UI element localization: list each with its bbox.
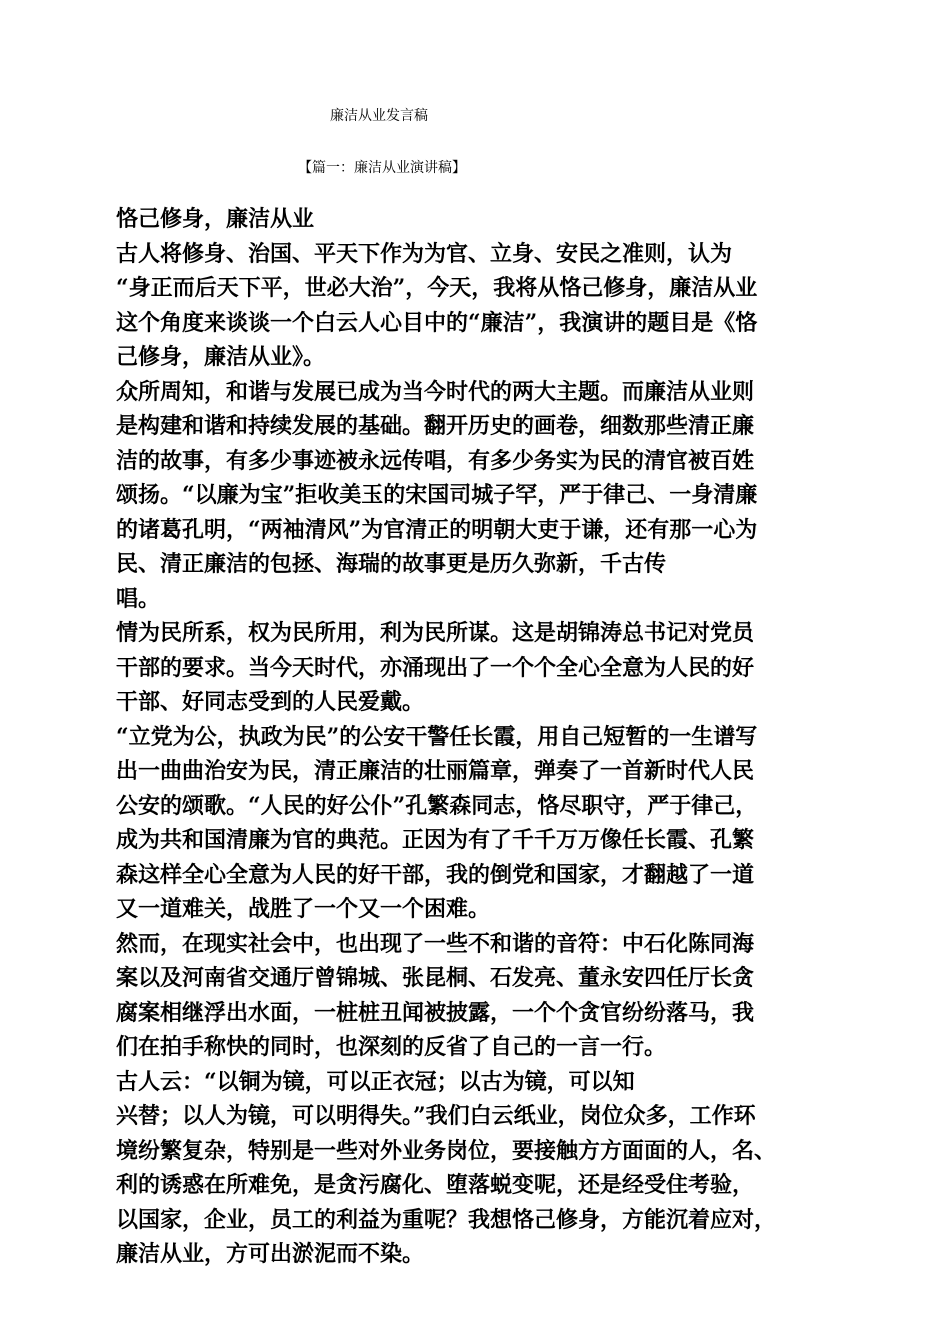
body-text-line: 廉洁从业，方可出淤泥而不染。: [116, 1241, 425, 1267]
body-text-line: 众所周知，和谐与发展已成为当今时代的两大主题。而廉洁从业则: [116, 378, 755, 405]
body-text-line: 然而，在现实社会中，也出现了一些不和谐的音符：中石化陈同海: [116, 930, 755, 957]
document-title: 廉洁从业发言稿: [330, 108, 428, 124]
body-text-line: 是构建和谐和持续发展的基础。翻开历史的画卷，细数那些清正廉: [116, 413, 755, 439]
body-text-line: 这个角度来谈谈一个白云人心目中的“廉洁”，我演讲的题目是《恪: [116, 309, 758, 336]
body-text-line: 情为民所系，权为民所用，利为民所谋。这是胡锦涛总书记对党员: [116, 620, 755, 646]
body-text-line: 以国家，企业，员工的利益为重呢？我想恪己修身，方能沉着应对，: [116, 1206, 777, 1233]
body-text-line: 干部、好同志受到的人民爱戴。: [116, 689, 425, 715]
body-text-line: 出一曲曲治安为民，清正廉洁的壮丽篇章，弹奏了一首新时代人民: [116, 758, 755, 784]
body-text-line: 成为共和国清廉为官的典范。正因为有了千千万万像任长霞、孔繁: [116, 827, 755, 853]
body-text-line: 案以及河南省交通厅曾锦城、张昆桐、石发亮、董永安四任厅长贪: [116, 965, 755, 991]
body-text-line: 干部的要求。当今天时代，亦涌现出了一个个全心全意为人民的好: [116, 654, 755, 681]
body-text-line: 森这样全心全意为人民的好干部，我的倒党和国家，才翻越了一道: [116, 861, 755, 888]
document-body: [116, 202, 836, 1272]
document-subtitle: 【篇一：廉洁从业演讲稿】: [298, 160, 466, 176]
body-text-line: “身正而后天下平，世必大治”，今天，我将从恪己修身，廉洁从业: [116, 275, 758, 301]
body-text-line: 公安的颂歌。“人民的好公仆”孔繁森同志，恪尽职守，严于律己，: [116, 792, 758, 819]
body-text-line: 颂扬。“以廉为宝”拒收美玉的宋国司城子罕，严于律己、一身清廉: [116, 482, 758, 508]
body-text-line: 利的诱惑在所难免，是贪污腐化、堕落蜕变呢，还是经受住考验，: [116, 1172, 755, 1198]
body-text-line: 又一道难关，战胜了一个又一个困难。: [116, 896, 491, 922]
body-text-line: 己修身，廉洁从业》。: [116, 344, 326, 370]
body-text-line: 洁的故事，有多少事迹被永远传唱，有多少务实为民的清官被百姓: [116, 447, 755, 474]
body-text-line: 民、清正廉洁的包拯、海瑞的故事更是历久弥新，千古传: [116, 551, 667, 577]
body-text-line: 的诸葛孔明，“两袖清风”为官清正的明朝大吏于谦，还有那一心为: [116, 516, 758, 543]
body-text-line: 腐案相继浮出水面，一桩桩丑闻被披露，一个个贪官纷纷落马，我: [116, 999, 755, 1026]
body-text-line: 境纷繁复杂，特别是一些对外业务岗位，要接触方方面面的人，名、: [116, 1137, 777, 1164]
body-text-line: 兴替；以人为镜，可以明得失。”我们白云纸业，岗位众多，工作环: [116, 1103, 756, 1129]
body-text-line: 古人云：“以铜为镜，可以正衣冠；以古为镜，可以知: [116, 1068, 635, 1095]
body-text-line: “立党为公，执政为民”的公安干警任长霞，用自己短暂的一生谱写: [116, 723, 758, 750]
body-text-line: 唱。: [116, 585, 161, 612]
body-text-line: 恪己修身，廉洁从业: [116, 206, 315, 232]
body-text-line: 们在拍手称快的同时，也深刻的反省了自己的一言一行。: [116, 1034, 667, 1060]
body-text-line: 古人将修身、治国、平天下作为为官、立身、安民之准则，认为: [116, 240, 733, 267]
